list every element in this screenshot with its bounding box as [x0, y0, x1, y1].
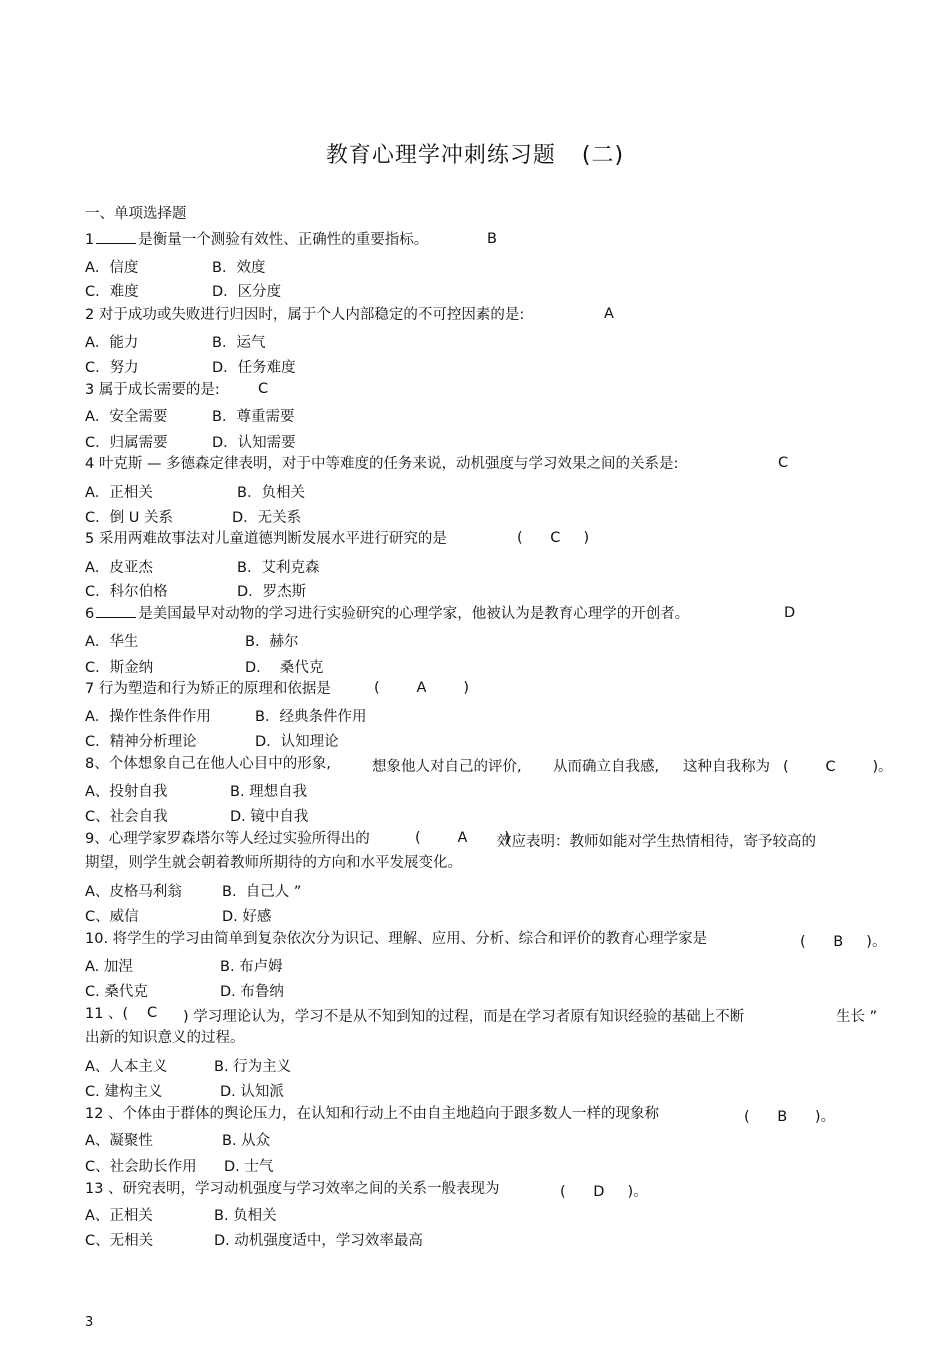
q8-option-d: D. 镜中自我: [230, 809, 309, 825]
q4-option-a: A．正相关: [85, 485, 153, 501]
q5-answer: ( C ): [517, 530, 590, 546]
q13-option-b: B. 负相关: [214, 1208, 277, 1224]
q9-option-c: C、威信: [85, 909, 139, 925]
q6-text: 是美国最早对动物的学习进行实验研究的心理学家，他被认为是教育心理学的开创者。: [138, 606, 690, 622]
q6-option-d: D． 桑代克: [245, 660, 324, 676]
q3-answer: C: [258, 381, 269, 397]
q4-option-d: D．无关系: [232, 510, 302, 526]
q1-option-c: C．难度: [85, 284, 139, 300]
q2-option-d: D．任务难度: [212, 360, 296, 376]
q8-option-c: C、社会自我: [85, 809, 168, 825]
title-suffix: (二): [581, 143, 625, 168]
page-title: [0, 138, 950, 169]
question-9-part-1: 9、心理学家罗森塔尔等人经过实验所得出的: [85, 831, 370, 847]
q1-option-a: A．信度: [85, 260, 139, 276]
question-5: 5 采用两难故事法对儿童道德判断发展水平进行研究的是: [85, 531, 447, 547]
question-9-part-2: 效应表明：教师如能对学生热情相待，寄予较高的: [497, 834, 816, 850]
q5-option-a: A．皮亚杰: [85, 560, 153, 576]
q11-option-b: B. 行为主义: [214, 1059, 292, 1075]
q2-option-c: C．努力: [85, 360, 139, 376]
q9-option-b: B. 自己人 ”: [222, 884, 302, 900]
q10-option-c: C. 桑代克: [85, 984, 148, 1000]
question-11-line-2: 出新的知识意义的过程。: [85, 1030, 245, 1046]
q6-blank: [96, 605, 136, 618]
question-8-part-2: 想象他人对自己的评价,: [372, 759, 522, 775]
question-8-part-1: 8、个体想象自己在他人心目中的形象,: [85, 756, 331, 772]
q7-option-b: B．经典条件作用: [255, 709, 367, 725]
question-11-part-3: 生长 ”: [836, 1009, 878, 1025]
q13-option-c: C、无相关: [85, 1233, 154, 1249]
q12-option-b: B. 从众: [222, 1133, 271, 1149]
q12-answer: ( B )。: [744, 1109, 836, 1125]
q11-option-d: D. 认知派: [220, 1084, 284, 1100]
q8-option-a: A、投射自我: [85, 784, 168, 800]
question-3: 3 属于成长需要的是:: [85, 382, 220, 398]
q3-option-a: A．安全需要: [85, 409, 168, 425]
q12-option-d: D. 士气: [224, 1159, 274, 1175]
q10-option-d: D. 布鲁纳: [220, 984, 284, 1000]
q1-blank: [96, 231, 136, 244]
question-13: 13 、研究表明，学习动机强度与学习效率之间的关系一般表现为: [85, 1181, 500, 1197]
question-2: 2 对于成功或失败进行归因时，属于个人内部稳定的不可控因素的是:: [85, 307, 525, 323]
q1-number: 1: [85, 232, 95, 248]
q10-answer: ( B )。: [800, 934, 887, 950]
question-10: 10. 将学生的学习由简单到复杂依次分为识记、理解、应用、分析、综合和评价的教育心理学家是: [85, 931, 708, 947]
q6-answer: D: [784, 605, 796, 621]
q12-option-c: C、社会助长作用: [85, 1159, 197, 1175]
question-11-part-2: ) 学习理论认为，学习不是从不知到知的过程，而是在学习者原有知识经验的基础上不断: [183, 1009, 745, 1025]
q11-option-c: C. 建构主义: [85, 1084, 163, 1100]
q7-option-d: D．认知理论: [255, 734, 339, 750]
q13-answer: ( D )。: [560, 1184, 648, 1200]
q6-number: 6: [85, 606, 95, 622]
q3-option-d: D．认知需要: [212, 435, 296, 451]
q10-option-b: B. 布卢姆: [220, 959, 283, 975]
q1-option-d: D．区分度: [212, 284, 282, 300]
q1-text: 是衡量一个测验有效性、正确性的重要指标。: [138, 232, 429, 248]
q7-option-c: C．精神分析理论: [85, 734, 197, 750]
q8-option-b: B. 理想自我: [230, 784, 308, 800]
q5-option-d: D．罗杰斯: [237, 584, 307, 600]
q6-option-c: C．斯金纳: [85, 660, 154, 676]
question-12: 12 、个体由于群体的舆论压力，在认知和行动上不由自主地趋向于跟多数人一样的现象称: [85, 1106, 660, 1122]
question-7: 7 行为塑造和行为矫正的原理和依据是: [85, 681, 331, 697]
question-11-part-1: 11 、(: [85, 1006, 129, 1022]
page-number: 3: [85, 1315, 94, 1330]
q11-answer: C: [147, 1005, 158, 1021]
q3-option-c: C．归属需要: [85, 435, 168, 451]
q4-answer: C: [778, 455, 789, 471]
q6-option-b: B．赫尔: [245, 634, 299, 650]
q4-option-c: C．倒 U 关系: [85, 510, 173, 526]
q10-option-a: A. 加涅: [85, 959, 133, 975]
q7-option-a: A．操作性条件作用: [85, 709, 211, 725]
q12-option-a: A、凝聚性: [85, 1133, 153, 1149]
question-8-part-4: 这种自我称为: [683, 759, 770, 775]
q2-answer: A: [604, 306, 614, 322]
q2-option-b: B．运气: [212, 335, 266, 351]
q5-option-b: B．艾利克森: [237, 560, 320, 576]
q7-answer: ( A ): [374, 680, 469, 696]
section-heading: 一、单项选择题: [85, 206, 187, 222]
q2-option-a: A．能力: [85, 335, 139, 351]
q4-option-b: B．负相关: [237, 485, 305, 501]
question-1: [85, 231, 428, 249]
question-4: 4 叶克斯 — 多德森定律表明，对于中等难度的任务来说，动机强度与学习效果之间的关系是:: [85, 456, 679, 472]
q11-option-a: A、人本主义: [85, 1059, 168, 1075]
q1-answer: B: [487, 231, 497, 247]
q3-option-b: B．尊重需要: [212, 409, 295, 425]
q13-option-d: D. 动机强度适中，学习效率最高: [214, 1233, 423, 1249]
q13-option-a: A、正相关: [85, 1208, 153, 1224]
question-8-part-3: 从而确立自我感,: [553, 759, 660, 775]
question-6: [85, 605, 689, 623]
question-9-line-2: 期望，则学生就会朝着教师所期待的方向和水平发展变化。: [85, 855, 462, 871]
q9-answer: ( A ): [415, 830, 510, 846]
q9-option-d: D. 好感: [222, 909, 272, 925]
q5-option-c: C．科尔伯格: [85, 584, 168, 600]
q1-option-b: B．效度: [212, 260, 266, 276]
q8-answer: ( C )。: [783, 759, 893, 775]
title-text: 教育心理学冲刺练习题: [325, 143, 556, 168]
q9-option-a: A、皮格马利翁: [85, 884, 182, 900]
q6-option-a: A．华生: [85, 634, 139, 650]
